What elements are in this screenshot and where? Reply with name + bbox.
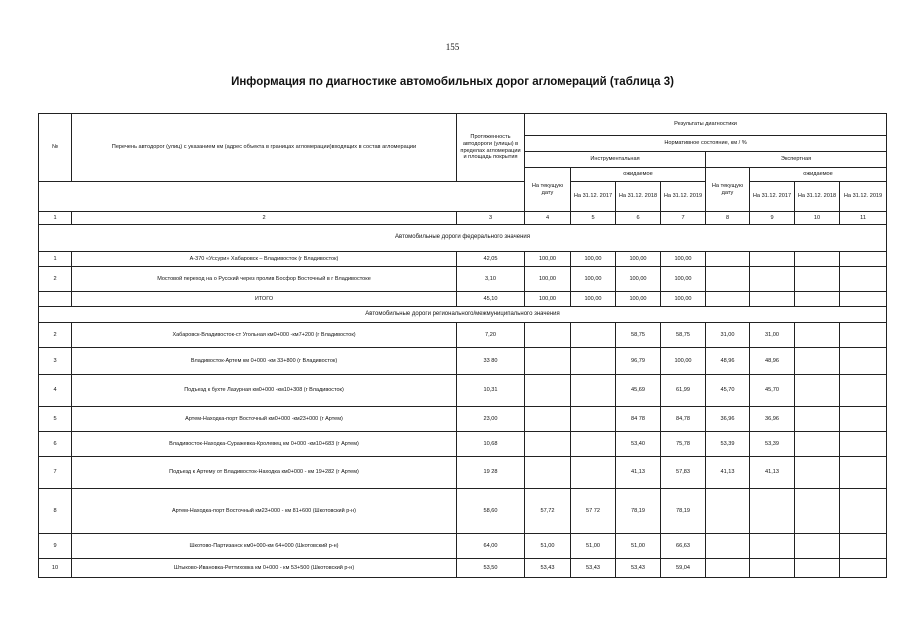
header-row-1 xyxy=(39,114,887,136)
current-value-cell xyxy=(525,323,571,348)
road-name-cell: Владивосток-Артем км 0+000 -км 33+800 (г Владивосток) xyxy=(72,348,457,375)
table-row xyxy=(39,375,887,407)
length-cell: 7,20 xyxy=(457,323,525,348)
value-2017-cell: 51,00 xyxy=(571,534,616,559)
row-number-cell: 1 xyxy=(39,252,72,267)
road-name-cell: Владивосток-Находка-Суражевка-Кролевец км 0+000 -км10+683 (г Артем) xyxy=(72,432,457,457)
expert-2019-cell xyxy=(840,267,887,292)
expert-2019-cell xyxy=(840,457,887,489)
expert-current-cell: 48,96 xyxy=(706,348,750,375)
value-2018-cell: 78,19 xyxy=(616,489,661,534)
value-2019-cell: 100,00 xyxy=(661,252,706,267)
row-number-cell: 2 xyxy=(39,323,72,348)
regional-rows xyxy=(39,323,887,578)
header-2018: На 31.12. 2018 xyxy=(616,182,661,212)
current-value-cell: 51,00 xyxy=(525,534,571,559)
value-2018-cell: 96,79 xyxy=(616,348,661,375)
expert-current-cell: 31,00 xyxy=(706,323,750,348)
current-value-cell: 100,00 xyxy=(525,252,571,267)
row-number-cell: 4 xyxy=(39,375,72,407)
value-2019-cell: 75,78 xyxy=(661,432,706,457)
expert-2019-cell xyxy=(840,292,887,307)
expert-2019-cell xyxy=(840,489,887,534)
col-number: 1 xyxy=(39,212,72,225)
header-length: Протяженность автодороги (улицы) в пределах агломерации и площадь покрытия xyxy=(457,114,525,182)
expert-current-cell xyxy=(706,267,750,292)
value-2019-cell: 66,63 xyxy=(661,534,706,559)
expert-2019-cell xyxy=(840,348,887,375)
header-2019: На 31.12. 2019 xyxy=(661,182,706,212)
current-value-cell xyxy=(525,432,571,457)
value-2017-cell: 57 72 xyxy=(571,489,616,534)
section-regional-title: Автомобильные дороги регионального/межмуниципального значения xyxy=(39,307,887,323)
current-value-cell: 100,00 xyxy=(525,267,571,292)
road-name-cell: Шкотово-Партизанск км0+000-км 64+000 (Шкотовский р-н) xyxy=(72,534,457,559)
current-value-cell: 53,43 xyxy=(525,559,571,578)
table-row xyxy=(39,432,887,457)
page-number: 155 xyxy=(445,42,460,52)
road-name-cell: Артем-Находка-порт Восточный км23+000 - км 81+600 (Шкотовский р-н) xyxy=(72,489,457,534)
expert-2017-cell: 53,39 xyxy=(750,432,795,457)
expert-2017-cell: 36,96 xyxy=(750,407,795,432)
col-number: 9 xyxy=(750,212,795,225)
row-number-cell: 6 xyxy=(39,432,72,457)
table-row xyxy=(39,407,887,432)
value-2017-cell xyxy=(571,375,616,407)
road-name-cell: Штыково-Ивановка-Реттиховка км 0+000 - км 53+500 (Шкотовский р-н) xyxy=(72,559,457,578)
table-row xyxy=(39,292,887,307)
value-2019-cell: 78,19 xyxy=(661,489,706,534)
value-2018-cell: 100,00 xyxy=(616,267,661,292)
header-instrumental: Инструментальная xyxy=(525,152,706,168)
expert-2018-cell xyxy=(795,292,840,307)
expert-current-cell xyxy=(706,559,750,578)
value-2019-cell: 58,75 xyxy=(661,323,706,348)
expert-2018-cell xyxy=(795,323,840,348)
expert-2019-cell xyxy=(840,432,887,457)
col-number: 4 xyxy=(525,212,571,225)
value-2018-cell: 58,75 xyxy=(616,323,661,348)
row-number-cell: 7 xyxy=(39,457,72,489)
expert-2017-cell: 48,96 xyxy=(750,348,795,375)
road-name-cell: Хабаровск-Владивосток-ст Угольная км0+000 -км7+200 (г Владивосток) xyxy=(72,323,457,348)
col-number: 11 xyxy=(840,212,887,225)
value-2017-cell xyxy=(571,457,616,489)
length-cell: 33 80 xyxy=(457,348,525,375)
page-title: Информация по диагностике автомобильных дорог агломераций (таблица 3) xyxy=(231,76,674,88)
col-number: 7 xyxy=(661,212,706,225)
expert-2017-cell xyxy=(750,489,795,534)
expert-2019-cell xyxy=(840,534,887,559)
header-expert-2019: На 31.12. 2019 xyxy=(840,182,887,212)
header-name: Перечень автодорог (улиц) с указанием км (адрес объекта в границах агломерации)входящих в состав агломерации xyxy=(72,114,457,182)
col-number: 3 xyxy=(457,212,525,225)
col-number: 2 xyxy=(72,212,457,225)
header-expert: Экспертная xyxy=(706,152,887,168)
table-row xyxy=(39,252,887,267)
current-value-cell xyxy=(525,348,571,375)
table-row xyxy=(39,534,887,559)
expert-current-cell xyxy=(706,292,750,307)
value-2019-cell: 59,04 xyxy=(661,559,706,578)
section-row xyxy=(39,307,887,323)
expert-2017-cell: 41,13 xyxy=(750,457,795,489)
expert-2017-cell: 45,70 xyxy=(750,375,795,407)
row-number-cell: 9 xyxy=(39,534,72,559)
header-expected-expert: ожидаемое xyxy=(750,168,887,182)
federal-rows xyxy=(39,252,887,307)
header-2017: На 31.12. 2017 xyxy=(571,182,616,212)
expert-2018-cell xyxy=(795,375,840,407)
length-cell: 45,10 xyxy=(457,292,525,307)
value-2017-cell: 100,00 xyxy=(571,252,616,267)
road-name-cell: ИТОГО xyxy=(72,292,457,307)
length-cell: 3,10 xyxy=(457,267,525,292)
row-number-cell: 10 xyxy=(39,559,72,578)
header-expert-2018: На 31.12. 2018 xyxy=(795,182,840,212)
expert-current-cell xyxy=(706,534,750,559)
current-value-cell: 100,00 xyxy=(525,292,571,307)
header-num: № xyxy=(39,114,72,182)
current-value-cell xyxy=(525,457,571,489)
col-number: 5 xyxy=(571,212,616,225)
current-value-cell xyxy=(525,375,571,407)
length-cell: 42,05 xyxy=(457,252,525,267)
length-cell: 64,00 xyxy=(457,534,525,559)
table-row xyxy=(39,457,887,489)
expert-2017-cell: 31,00 xyxy=(750,323,795,348)
current-value-cell xyxy=(525,407,571,432)
length-cell: 23,00 xyxy=(457,407,525,432)
table-row xyxy=(39,489,887,534)
expert-2018-cell xyxy=(795,559,840,578)
expert-2019-cell xyxy=(840,323,887,348)
expert-2018-cell xyxy=(795,348,840,375)
value-2017-cell xyxy=(571,348,616,375)
value-2019-cell: 57,83 xyxy=(661,457,706,489)
road-name-cell: Подъезд к бухте Лазурная км0+000 -км10+308 (г Владивосток) xyxy=(72,375,457,407)
expert-2019-cell xyxy=(840,559,887,578)
value-2018-cell: 41,13 xyxy=(616,457,661,489)
diagnostics-table xyxy=(38,113,887,578)
road-name-cell: А-370 «Уссури» Хабаровск – Владивосток (г Владивосток) xyxy=(72,252,457,267)
value-2018-cell: 84 78 xyxy=(616,407,661,432)
expert-current-cell xyxy=(706,252,750,267)
expert-2017-cell xyxy=(750,292,795,307)
row-number-cell: 5 xyxy=(39,407,72,432)
expert-current-cell: 36,96 xyxy=(706,407,750,432)
expert-2018-cell xyxy=(795,489,840,534)
expert-current-cell: 53,39 xyxy=(706,432,750,457)
value-2017-cell: 100,00 xyxy=(571,267,616,292)
value-2017-cell xyxy=(571,323,616,348)
expert-2019-cell xyxy=(840,252,887,267)
table-row xyxy=(39,559,887,578)
expert-2017-cell xyxy=(750,267,795,292)
value-2018-cell: 53,43 xyxy=(616,559,661,578)
row-number-cell: 2 xyxy=(39,267,72,292)
header-current-date-expert: На текущую дату xyxy=(706,168,750,212)
expert-current-cell: 41,13 xyxy=(706,457,750,489)
value-2017-cell xyxy=(571,407,616,432)
expert-2018-cell xyxy=(795,267,840,292)
header-results: Результаты диагностики xyxy=(525,114,887,136)
row-number-cell xyxy=(39,292,72,307)
row-number-cell: 3 xyxy=(39,348,72,375)
header-expert-2017: На 31.12. 2017 xyxy=(750,182,795,212)
length-cell: 10,31 xyxy=(457,375,525,407)
col-number: 6 xyxy=(616,212,661,225)
expert-2019-cell xyxy=(840,375,887,407)
value-2019-cell: 100,00 xyxy=(661,267,706,292)
expert-current-cell: 45,70 xyxy=(706,375,750,407)
value-2019-cell: 61,99 xyxy=(661,375,706,407)
section-federal-title: Автомобильные дороги федерального значения xyxy=(39,225,887,252)
section-row xyxy=(39,225,887,252)
value-2019-cell: 100,00 xyxy=(661,348,706,375)
expert-2017-cell xyxy=(750,559,795,578)
row-number-cell: 8 xyxy=(39,489,72,534)
value-2018-cell: 51,00 xyxy=(616,534,661,559)
road-name-cell: Мостовой переход на о Русский через пролив Босфор Восточный в г Владивостоке xyxy=(72,267,457,292)
expert-2018-cell xyxy=(795,252,840,267)
value-2017-cell: 100,00 xyxy=(571,292,616,307)
column-numbers-row xyxy=(39,212,887,225)
length-cell: 10,68 xyxy=(457,432,525,457)
header-normative: Нормативное состояние, км / % xyxy=(525,136,887,152)
table-row xyxy=(39,348,887,375)
value-2017-cell xyxy=(571,432,616,457)
value-2018-cell: 100,00 xyxy=(616,252,661,267)
expert-2018-cell xyxy=(795,432,840,457)
expert-2017-cell xyxy=(750,252,795,267)
length-cell: 19 28 xyxy=(457,457,525,489)
col-number: 8 xyxy=(706,212,750,225)
length-cell: 53,50 xyxy=(457,559,525,578)
value-2019-cell: 100,00 xyxy=(661,292,706,307)
expert-2017-cell xyxy=(750,534,795,559)
expert-2018-cell xyxy=(795,407,840,432)
road-name-cell: Артем-Находка-порт Восточный км0+000 -км23+000 (г Артем) xyxy=(72,407,457,432)
header-row-5 xyxy=(39,182,887,212)
header-current-date: На текущую дату xyxy=(525,168,571,212)
value-2018-cell: 100,00 xyxy=(616,292,661,307)
value-2017-cell: 53,43 xyxy=(571,559,616,578)
expert-current-cell xyxy=(706,489,750,534)
road-name-cell: Подъезд к Артему от Владивосток-Находка км0+000 - км 19+282 (г Артем) xyxy=(72,457,457,489)
expert-2019-cell xyxy=(840,407,887,432)
expert-2018-cell xyxy=(795,457,840,489)
value-2019-cell: 84,78 xyxy=(661,407,706,432)
value-2018-cell: 45,69 xyxy=(616,375,661,407)
current-value-cell: 57,72 xyxy=(525,489,571,534)
header-expected: ожидаемое xyxy=(571,168,706,182)
col-number: 10 xyxy=(795,212,840,225)
length-cell: 58,60 xyxy=(457,489,525,534)
table-row xyxy=(39,323,887,348)
table-row xyxy=(39,267,887,292)
expert-2018-cell xyxy=(795,534,840,559)
value-2018-cell: 53,40 xyxy=(616,432,661,457)
